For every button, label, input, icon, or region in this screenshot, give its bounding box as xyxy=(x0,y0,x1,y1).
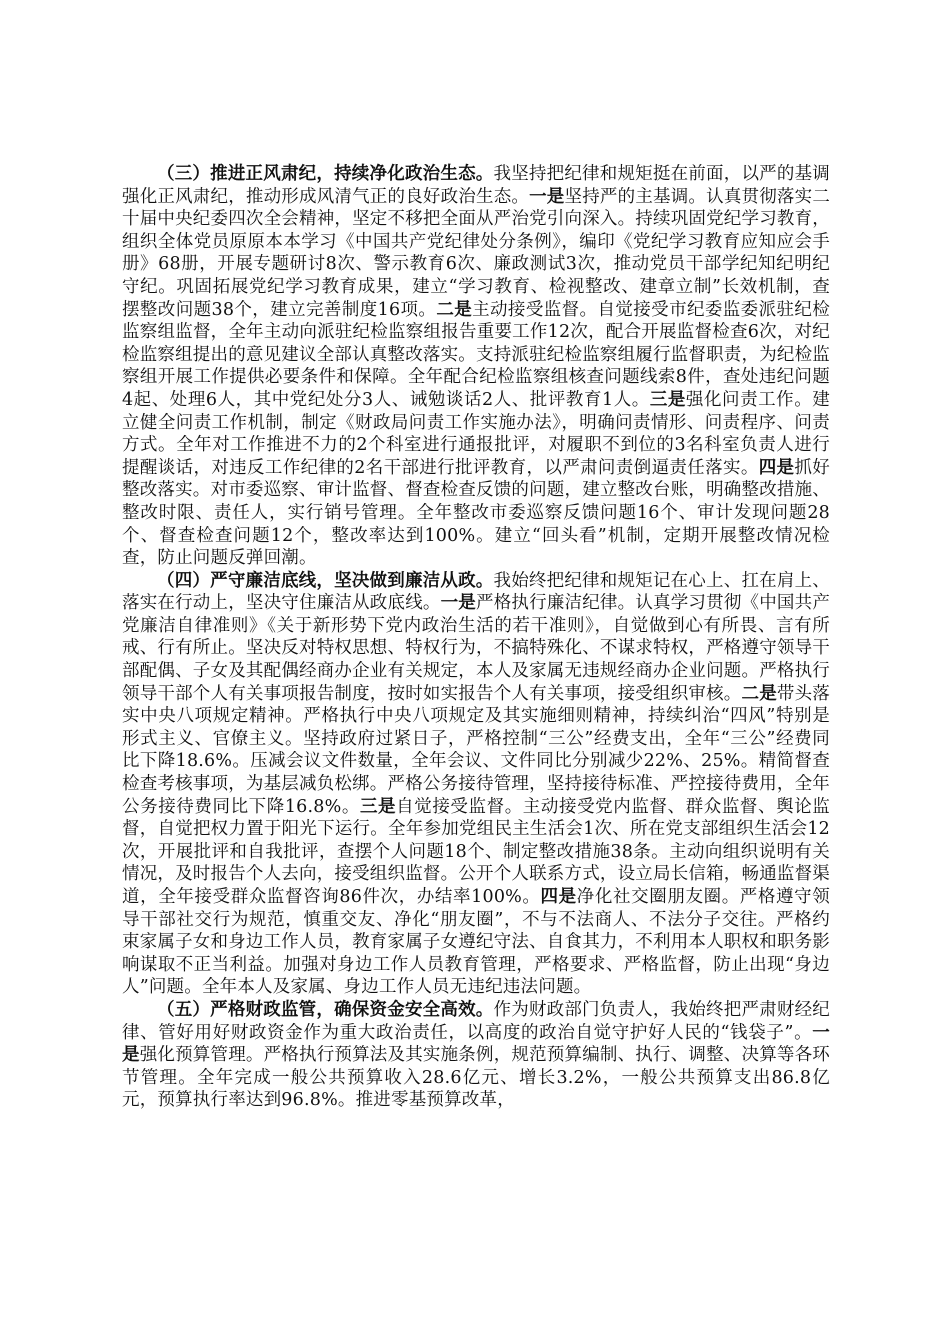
point-2-text: 带头落实中央八项规定精神。严格执行中央八项规定及其实施细则精神，持续纠治“四风”特别是形式主义、官僚主义。坚持政府过紧日子，严格控制“三公”经费支出，全年“三公”经费同比下降18.6%。压减会议文件数量，全年会议、文件同比分别减少22%、25%。精简督查检查考核事项，为基层减负松绑。严格公务接待管理，坚持接待标准、严控接待费用，全年公务接待费同比下降16.8%。 xyxy=(122,683,831,817)
section-5-heading: （五）严格财政监管，确保资金安全高效。 xyxy=(157,999,494,1020)
point-4-text: 抓好整改落实。对市委巡察、审计监督、督查检查反馈的问题，建立整改台账，明确整改措施、整改时限、责任人，实行销号管理。全年整改市委巡察反馈问题16个、审计发现问题28个、督查检查问题12个，整改率达到100%。建立“回头看”机制，定期开展整改情况检查，防止问题反弹回潮。 xyxy=(122,457,830,569)
section-3-heading: （三）推进正风肃纪，持续净化政治生态。 xyxy=(157,164,494,184)
point-2-text: 主动接受监督。自觉接受市纪委监委派驻纪检监察组监督，全年主动向派驻纪检监察组报告重要工作12次，配合开展监督检查6次，对纪检监察组提出的意见建议全部认真整改落实。支持派驻纪检监察组履行监督职责，为纪检监察组开展工作提供必要条件和保障。全年配合纪检监察组核查问题线索8件，查处违纪问题4起、处理6人，其中党纪处分3人、诫勉谈话2人、批评教育1人。 xyxy=(122,299,830,410)
point-1-text: 严格执行廉洁纪律。认真学习贯彻《中国共产党廉洁自律准则》《关于新形势下党内政治生活的若干准则》，自觉做到心有所畏、言有所戒、行有所止。坚决反对特权思想、特权行为，不搞特殊化、不谋求特权，严格遵守领导干部配偶、子女及其配偶经商办企业有关规定，本人及家属无违规经商办企业问题。严格执行领导干部个人有关事项报告制度，按时如实报告个人有关事项，接受组织审核。 xyxy=(122,593,831,704)
point-2-marker: 二是 xyxy=(741,683,777,704)
point-3-marker: 三是 xyxy=(649,389,686,410)
section-3-intro: 我坚持把纪律和规矩挺在前面，以严的基调强化正风肃纪，推动形成风清气正的良好政治生态。 xyxy=(122,164,830,207)
point-1-text: 坚持严的主基调。认真贯彻落实二十届中央纪委四次全会精神，坚定不移把全面从严治党引向深入。持续巩固党纪学习教育，组织全体党员原原本本学习《中国共产党纪律处分条例》，编印《党纪学习教育应知应会手册》68册，开展专题研讨8次、警示教育6次、廉政测试3次，推动党员干部学纪知纪明纪守纪。巩固拓展党纪学习教育成果，建立“学习教育、检视整改、建章立制”长效机制，查摆整改问题38个，建立完善制度16项。 xyxy=(122,186,831,320)
point-1-marker: 一是 xyxy=(122,1022,830,1066)
section-4-intro: 我始终把纪律和规矩记在心上、扛在肩上、落实在行动上，坚决守住廉洁从政底线。 xyxy=(122,570,830,614)
point-1-marker: 一是 xyxy=(529,186,565,207)
paragraph-section-5 xyxy=(122,999,830,1112)
point-3-text: 自觉接受监督。主动接受党内监督、群众监督、舆论监督，自觉把权力置于阳光下运行。全年参加党组民主生活会1次、所在党支部组织生活会12次，开展批评和自我批评，查摆个人问题18个、制定整改措施38条。主动向组织说明有关情况，及时报告个人去向，接受组织监督。公开个人联系方式，设立局长信箱，畅通监督渠道，全年接受群众监督咨询86件次，办结率100%。 xyxy=(122,796,831,907)
paragraph-section-4 xyxy=(122,570,830,999)
section-4-heading: （四）严守廉洁底线，坚决做到廉洁从政。 xyxy=(157,570,494,591)
point-3-marker: 三是 xyxy=(359,796,397,817)
point-3-text: 强化问责工作。建立健全问责工作机制，制定《财政局问责工作实施办法》，明确问责情形、问责程序、问责方式。全年对工作推进不力的2个科室进行通报批评，对履职不到位的3名科室负责人进行提醒谈话，对违反工作纪律的2名干部进行批评教育，以严肃问责倒逼责任落实。 xyxy=(122,389,830,478)
point-2-marker: 二是 xyxy=(436,299,473,320)
point-4-marker: 四是 xyxy=(540,887,577,907)
paragraph-section-3 xyxy=(122,163,830,570)
point-1-marker: 一是 xyxy=(440,593,477,614)
point-4-text: 净化社交圈朋友圈。严格遵守领导干部社交行为规范，慎重交友、净化“朋友圈”，不与不法商人、不法分子交往。严格约束家属子女和身边工作人员，教育家属子女遵纪守法、自食其力，不利用本人职权和职务影响谋取不正当利益。加强对身边工作人员教育管理，严格要求、严格监督，防止出现“身边人”问题。全年本人及家属、身边工作人员无违纪违法问题。 xyxy=(122,887,830,998)
point-1-text: 强化预算管理。严格执行预算法及其实施条例，规范预算编制、执行、调整、决算等各环节管理。全年完成一般公共预算收入28.6亿元、增长3.2%，一般公共预算支出86.8亿元，预算执行率达到96.8%。推进零基预算改革， xyxy=(122,1045,830,1111)
document-body xyxy=(122,163,830,1112)
section-5-intro: 作为财政部门负责人，我始终把严肃财经纪律、管好用好财政资金作为重大政治责任，以高度的政治自觉守护好人民的“钱袋子”。 xyxy=(122,999,830,1043)
point-4-marker: 四是 xyxy=(758,457,795,478)
